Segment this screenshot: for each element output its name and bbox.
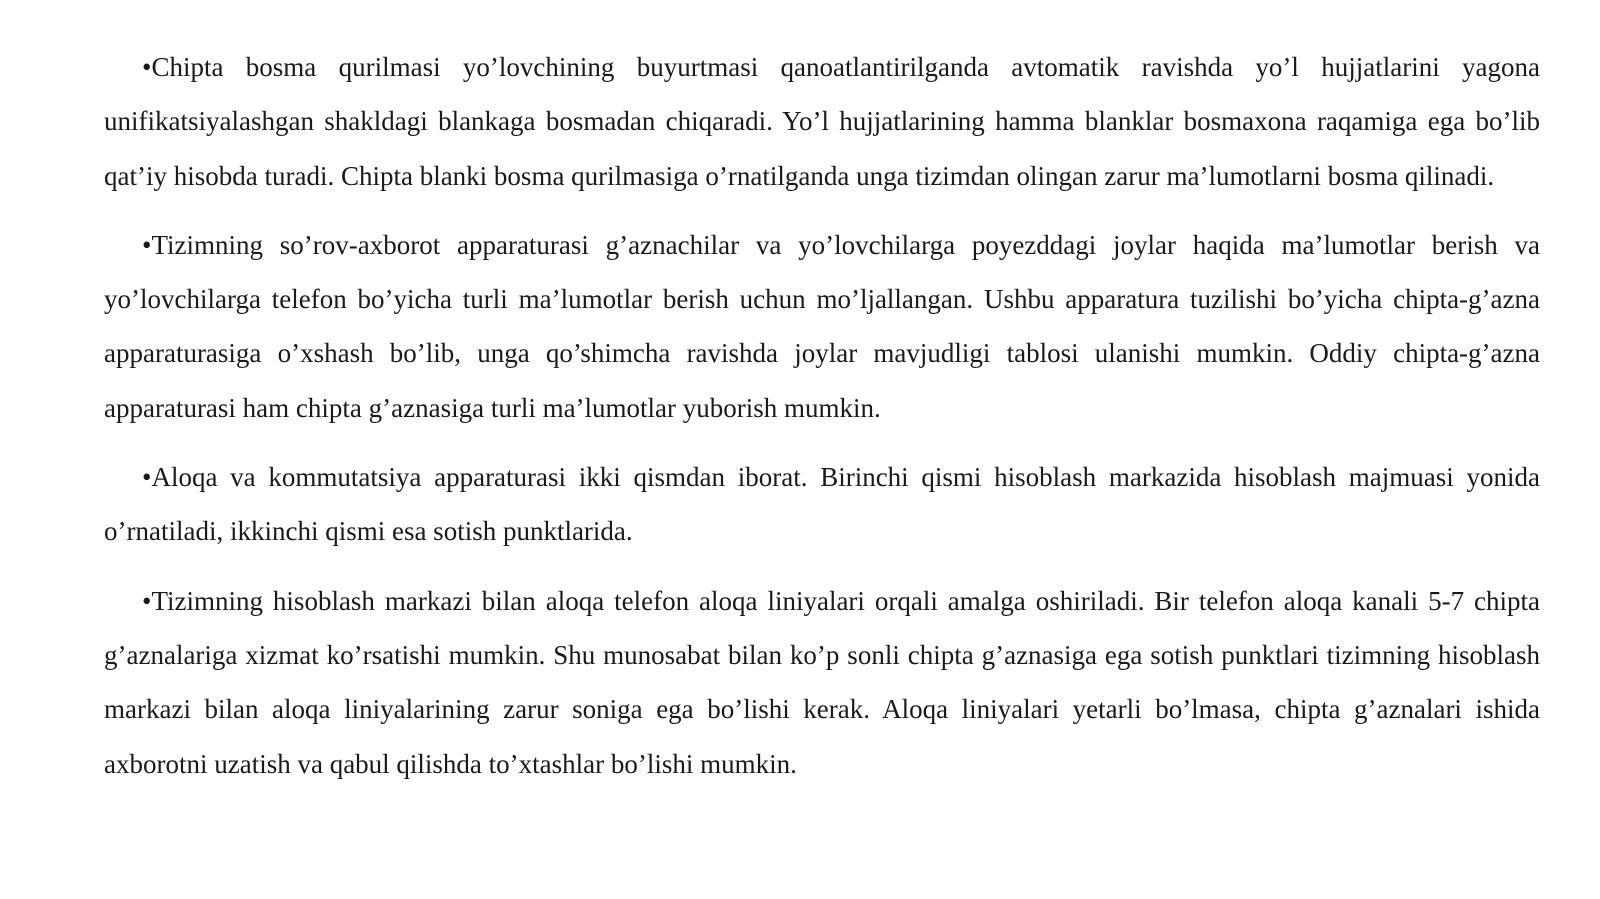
paragraph-computing-center-link: •Tizimning hisoblash markazi bilan aloqa telefon aloqa liniyalari orqali amalga oshiriladi. Bir telefon aloqa kanali 5-7 chipta g’aznalariga xizmat ko’rsatishi mumkin. Shu munosabat bilan ko’p sonli chipta g’aznasiga ega sotish punktlari tizimning hisoblash markazi bilan aloqa liniyalarining zarur soniga ega bo’lishi kerak. Aloqa liniyalari yetarli bo’lmasa, chipta g’aznalari ishida axborotni uzatish va qabul qilishda to’xtashlar bo’lishi mumkin. (104, 585, 1540, 779)
paragraph-communication-apparatus: •Aloqa va kommutatsiya apparaturasi ikki qismdan iborat. Birinchi qismi hisoblash markazida hisoblash majmuasi yonida o’rnatiladi, ikkinchi qismi esa sotish punktlarida. (104, 462, 1540, 547)
paragraph-inquiry-apparatus: •Tizimning so’rov-axborot apparaturasi g’aznachilar va yo’lovchilarga poyezddagi joylar haqida ma’lumotlar berish va yo’lovchilarga telefon bo’yicha turli ma’lumotlar berish uchun mo’ljallangan. Ushbu apparatura tuzilishi bo’yicha chipta-g’azna apparaturasiga o’xshash bo’lib, unga qo’shimcha ravishda joylar mavjudligi tablosi ulanishi mumkin. Oddiy chipta-g’azna apparaturasi ham chipta g’aznasiga turli ma’lumotlar yuborish mumkin. (104, 229, 1540, 423)
paragraph-ticket-printer: •Chipta bosma qurilmasi yo’lovchining buyurtmasi qanoatlantirilganda avtomatik ravishda yo’l hujjatlarini yagona unifikatsiyalashgan shakldagi blankaga bosmadan chiqaradi. Yo’l hujjatlarining hamma blanklar bosmaxona raqamiga ega bo’lib qat’iy hisobda turadi. Chipta blanki bosma qurilmasiga o’rnatilganda unga tizimdan olingan zarur ma’lumotlarni bosma qilinadi. (104, 52, 1540, 191)
document-page (104, 40, 1540, 791)
